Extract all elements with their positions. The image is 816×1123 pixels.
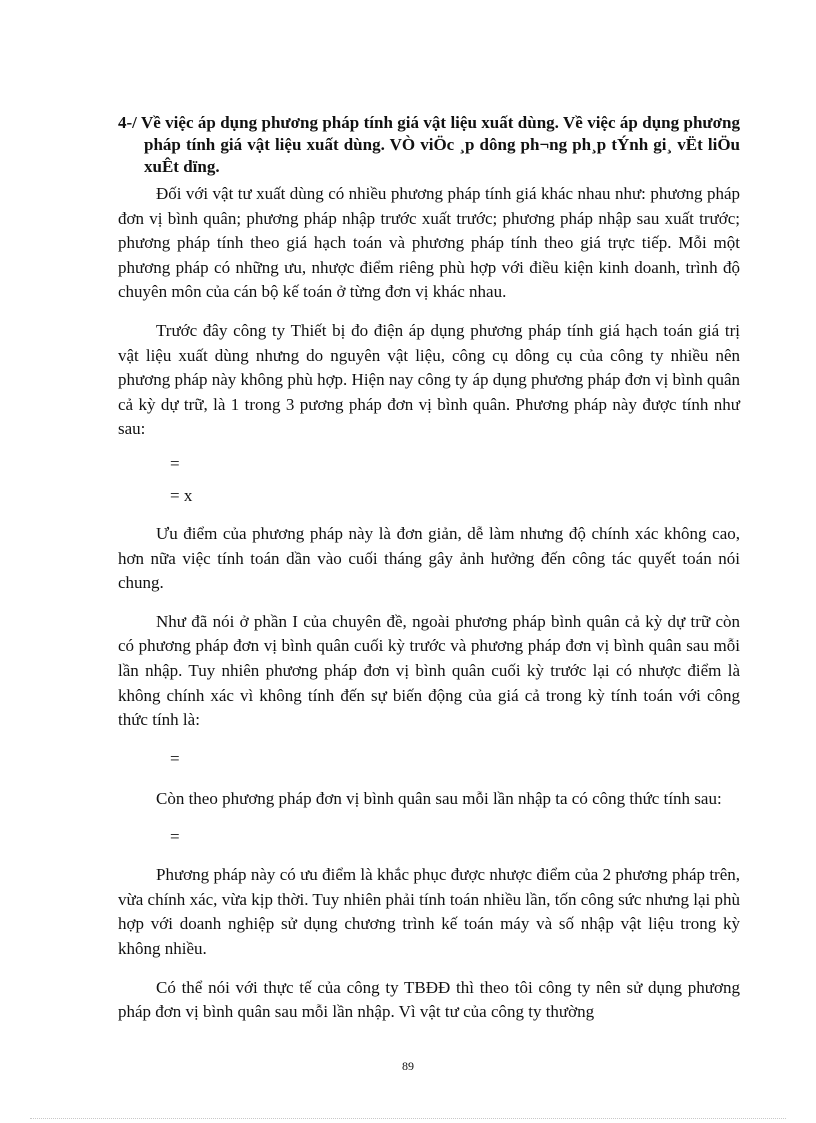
paragraph-3: Ưu điểm của phương pháp này là đơn giản, dễ làm nhưng độ chính xác không cao, hơn nữa việc tính toán dần vào cuối tháng gây ảnh hưởng đến công tác quyết toán nói chung. <box>118 523 740 593</box>
paragraph-6: Phương pháp này có ưu điểm là khắc phục được nhược điểm của 2 phương pháp trên, vừa chính xác, vừa kịp thời. Tuy nhiên phải tính toán nhiều lần, tốn công sức nhưng lại phù hợp với doanh nghiệp sử dụng chương trình kế toán máy và số nhập vật liệu trong kỳ không nhiều. <box>118 865 740 959</box>
footer-divider <box>30 1118 786 1119</box>
section-heading: 4-/ Về việc áp dụng phương pháp tính giá vật liệu xuất dùng. Về việc áp dụng phương pháp tính giá vật liệu xuất dùng. VÒ viÖc ¸p dông ph¬ng ph¸p tÝnh gi¸ vËt liÖu xuÊt dïng. <box>118 113 740 176</box>
paragraph-5: Còn theo phương pháp đơn vị bình quân sau mỗi lần nhập ta có công thức tính sau: <box>156 788 722 808</box>
formula-1: = <box>170 453 180 473</box>
page-number: 89 <box>402 1059 414 1073</box>
paragraph-1: Đối với vật tư xuất dùng có nhiều phương pháp tính giá khác nhau như: phương pháp đơn vị bình quân; phương pháp nhập trước xuất trước; phương pháp nhập sau xuất trước; phương pháp tính theo giá hạch toán và phương pháp tính theo giá trực tiếp. Mỗi một phương pháp có những ưu, nhược điểm riêng phù hợp với điều kiện kinh doanh, trình độ chuyên môn của cán bộ kế toán ở từng đơn vị khác nhau. <box>118 184 740 302</box>
formula-3: = <box>170 748 180 768</box>
document-page <box>118 112 740 1039</box>
paragraph-2: Trước đây công ty Thiết bị đo điện áp dụng phương pháp tính giá hạch toán giá trị vật liệu xuất dùng nhưng do nguyên vật liệu, công cụ dông cụ của công ty nhiều nên phương pháp này không phù hợp. Hiện nay công ty áp dụng phương pháp đơn vị bình quân cả kỳ dự trữ, là 1 trong 3 pương pháp đơn vị bình quân. Phương pháp này được tính như sau: <box>118 320 740 439</box>
formula-4: = <box>170 827 180 847</box>
formula-2: = x <box>170 485 193 505</box>
paragraph-4: Như đã nói ở phần I của chuyên đề, ngoài phương pháp bình quân cả kỳ dự trữ còn có phương pháp đơn vị bình quân cuối kỳ trước và phương pháp đơn vị bình quân sau mỗi lần nhập. Tuy nhiên phương pháp đơn vị bình quân cuối kỳ trước lại có nhược điểm là không chính xác vì không tính đến sự biến động của giá cả trong kỳ tính toán với công thức tính là: <box>118 611 740 730</box>
paragraph-7: Có thể nói với thực tế của công ty TBĐĐ thì theo tôi công ty nên sử dụng phương pháp đơn vị bình quân sau mỗi lần nhập. Vì vật tư của công ty thường <box>118 977 740 1022</box>
